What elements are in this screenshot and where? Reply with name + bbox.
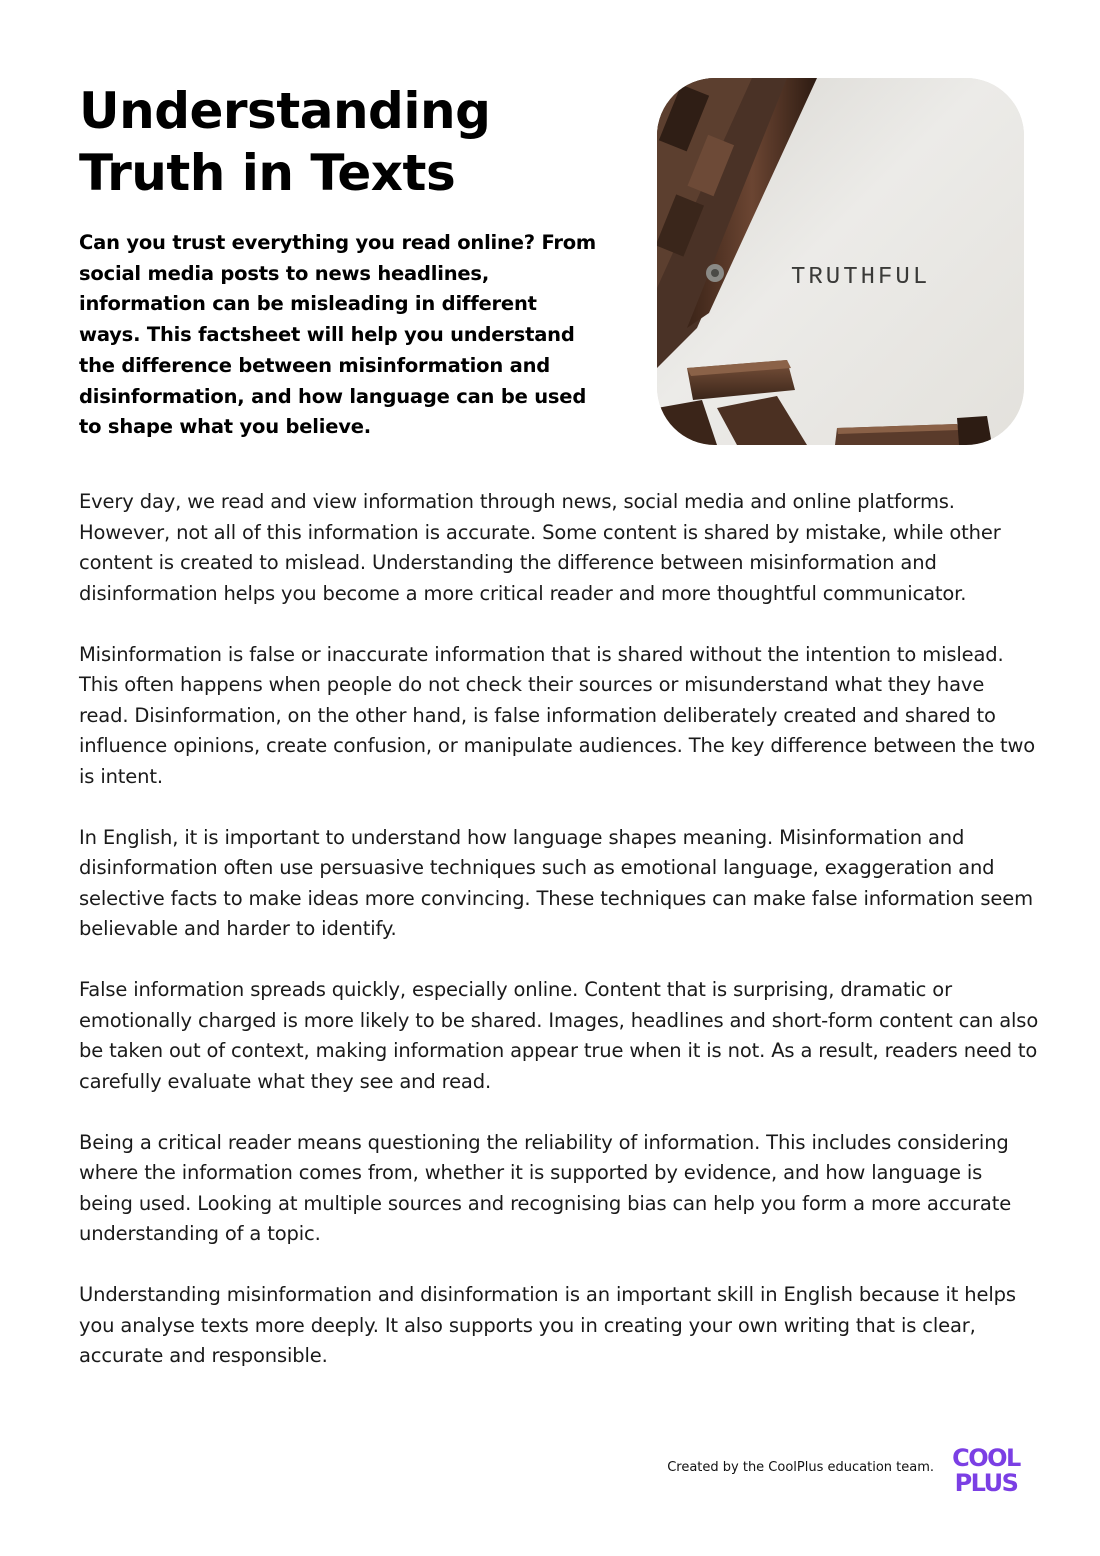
footer-credit: Created by the CoolPlus education team.	[667, 1460, 934, 1475]
paragraph-6: Understanding misinformation and disinformation is an important skill in English because it helps you analyse texts more deeply. It also supports you in creating your own writing that is clear, accurate and responsible.	[79, 1283, 1016, 1367]
paragraph-1: Every day, we read and view information through news, social media and online platforms. However, not all of this information is accurate. Some content is shared by mistake, while other content is created to mislead. Understanding the difference between misinformation and disinformation helps you become a more critical reader and more thoughtful communicator.	[79, 490, 1001, 605]
paragraph-3: In English, it is important to understand how language shapes meaning. Misinformation and disinformation often use persuasive techniques such as emotional language, exaggeration and selective facts to make ideas more convincing. These techniques can make false information seem believable and harder to identify.	[79, 825, 1033, 940]
truthful-typewriter-photo	[657, 78, 1024, 445]
page-title	[79, 80, 639, 204]
paragraph-2: Misinformation is false or inaccurate information that is shared without the intention to mislead. This often happens when people do not check their sources or misunderstand what they have read. Disinformation, on the other hand, is false information deliberately created and shared to influence opinions, create confusion, or manipulate audiences. The key difference between the two is intent.	[79, 642, 1036, 788]
logo-line-1: COOL	[952, 1444, 1020, 1472]
title-line-2: Truth in Texts	[79, 144, 456, 202]
paragraph-4: False information spreads quickly, especially online. Content that is surprising, dramatic or emotionally charged is more likely to be shared. Images, headlines and short-form content can also be taken out of context, making information appear true when it is not. As a result, readers need to carefully evaluate what they see and read.	[79, 978, 1039, 1093]
title-line-1: Understanding	[79, 82, 491, 140]
body-text	[79, 487, 1039, 1402]
paragraph-5: Being a critical reader means questioning the reliability of information. This includes considering where the information comes from, whether it is supported by evidence, and how language is being used. Looking at multiple sources and recognising bias can help you form a more accurate understanding of a topic.	[79, 1130, 1012, 1245]
truthful-stamp-text: TRUTHFUL	[791, 264, 931, 291]
intro-text: Can you trust everything you read online? From social media posts to news headlines, information can be misleading in different ways. This factsheet will help you understand the difference between misinformation and disinformation, and how language can be used to shape what you believe.	[79, 231, 597, 439]
logo-line-2: PLUS	[954, 1469, 1018, 1495]
coolplus-logo	[946, 1443, 1026, 1495]
